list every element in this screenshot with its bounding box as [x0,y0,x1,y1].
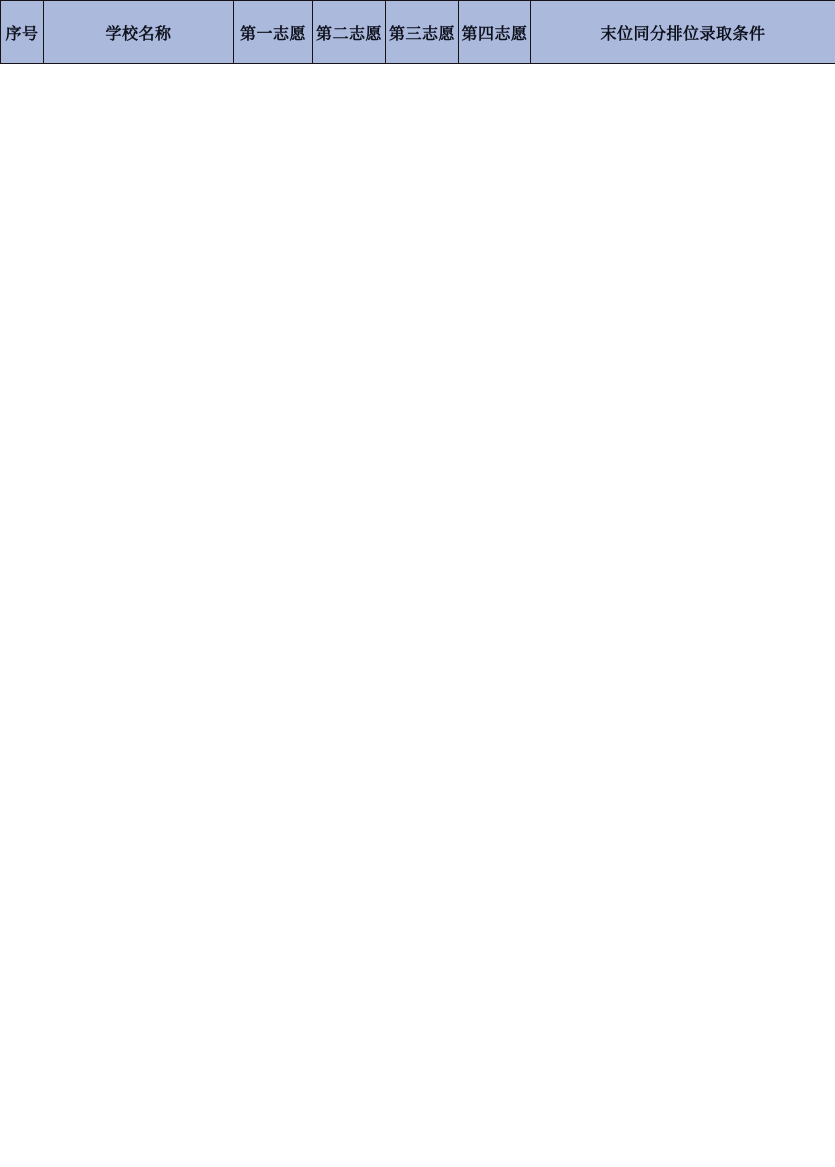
column-header-serial: 序号 [1,1,44,64]
table-header [1,1,835,64]
column-header-school: 学校名称 [44,1,234,64]
column-header-choice1: 第一志愿 [234,1,313,64]
header-row [1,1,835,64]
column-header-choice2: 第二志愿 [313,1,386,64]
column-header-choice4: 第四志愿 [459,1,531,64]
admission-score-table [0,0,835,64]
column-header-choice3: 第三志愿 [386,1,459,64]
column-header-condition: 末位同分排位录取条件 [531,1,835,64]
